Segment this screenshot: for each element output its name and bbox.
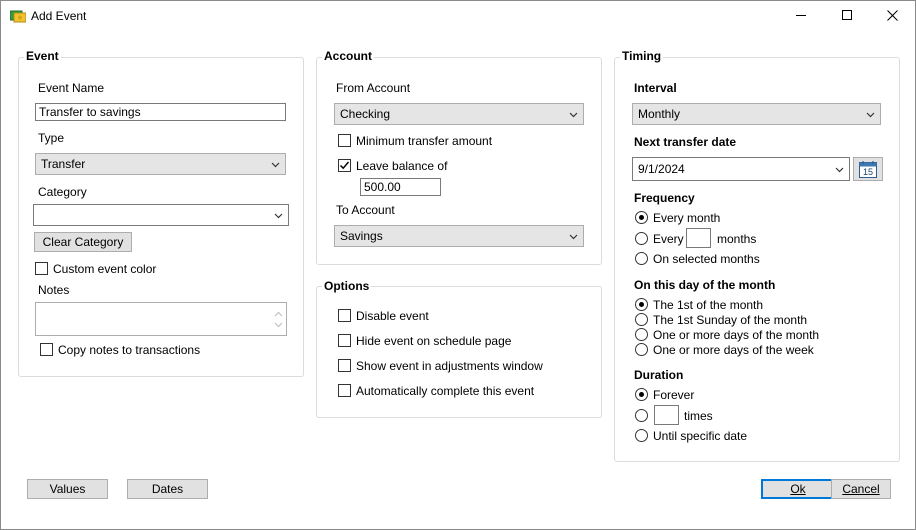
chevron-down-icon — [866, 107, 875, 121]
frequency-every-month-radio[interactable] — [635, 211, 648, 224]
next-date-picker[interactable] — [632, 157, 850, 181]
frequency-selected-label: On selected months — [653, 252, 760, 266]
day-days-of-month-radio[interactable] — [635, 328, 648, 341]
values-button-label: Values — [49, 482, 86, 496]
maximize-icon — [842, 10, 853, 24]
day-first-sunday-label: The 1st Sunday of the month — [653, 313, 808, 327]
notes-textarea[interactable] — [35, 302, 287, 336]
duration-forever-radio[interactable] — [635, 388, 648, 401]
options-group — [316, 286, 602, 418]
category-dropdown[interactable] — [33, 204, 289, 226]
from-account-label: From Account — [336, 81, 411, 95]
chevron-down-icon — [569, 107, 578, 121]
interval-dropdown[interactable] — [632, 103, 881, 125]
min-transfer-checkbox[interactable] — [338, 134, 351, 147]
to-account-label: To Account — [336, 203, 395, 217]
calendar-icon — [859, 161, 877, 178]
close-button[interactable] — [869, 1, 915, 32]
chevron-down-icon — [569, 229, 578, 243]
disable-event-checkbox[interactable] — [338, 309, 351, 322]
interval-label: Interval — [634, 81, 677, 95]
copy-notes-checkbox[interactable] — [40, 343, 53, 356]
calendar-button[interactable] — [853, 157, 883, 181]
duration-until-radio[interactable] — [635, 429, 648, 442]
disable-event-label: Disable event — [356, 309, 429, 323]
frequency-every-month-label: Every month — [653, 211, 721, 225]
chevron-down-icon — [271, 157, 280, 171]
leave-balance-checkbox[interactable] — [338, 159, 351, 172]
title-bar — [1, 1, 915, 32]
to-account-dropdown[interactable] — [334, 225, 584, 247]
interval-value: Monthly — [638, 107, 681, 121]
values-button[interactable] — [27, 479, 108, 499]
account-group-title: Account — [324, 49, 372, 63]
from-account-dropdown[interactable] — [334, 103, 584, 125]
day-first-sunday-radio[interactable] — [635, 313, 648, 326]
leave-balance-input[interactable]: 500.00 — [360, 178, 441, 196]
dates-button[interactable] — [127, 479, 208, 499]
hide-event-label: Hide event on schedule page — [356, 334, 512, 348]
next-date-value: 9/1/2024 — [638, 162, 685, 176]
window-title: Add Event — [31, 9, 87, 23]
day-days-of-month-label: One or more days of the month — [653, 328, 820, 342]
minimize-button[interactable] — [778, 1, 824, 32]
duration-times-input[interactable] — [654, 405, 679, 425]
custom-color-checkbox[interactable] — [35, 262, 48, 275]
event-group-title: Event — [26, 49, 59, 63]
ok-button[interactable] — [761, 479, 835, 499]
cancel-button-label: Cancel — [842, 482, 880, 496]
event-name-label: Event Name — [38, 81, 105, 95]
category-label: Category — [38, 185, 87, 199]
clear-category-label: Clear Category — [42, 235, 124, 249]
chevron-down-icon — [274, 208, 283, 222]
custom-color-label: Custom event color — [53, 262, 157, 276]
day-days-of-week-label: One or more days of the week — [653, 343, 814, 357]
chevron-down-icon — [835, 162, 844, 176]
frequency-months-label: months — [717, 232, 757, 246]
type-dropdown[interactable] — [35, 153, 286, 175]
duration-until-label: Until specific date — [653, 429, 748, 443]
clear-category-button[interactable] — [34, 232, 132, 252]
money-icon — [10, 9, 26, 23]
frequency-months-input[interactable] — [686, 228, 711, 248]
copy-notes-label: Copy notes to transactions — [58, 343, 201, 357]
calendar-day: 15 — [862, 166, 873, 177]
duration-label: Duration — [634, 368, 684, 382]
auto-complete-checkbox[interactable] — [338, 384, 351, 397]
maximize-button[interactable] — [824, 1, 870, 32]
duration-times-radio[interactable] — [635, 409, 648, 422]
next-date-label: Next transfer date — [634, 135, 737, 149]
frequency-every-label: Every — [653, 232, 684, 246]
timing-group-title: Timing — [622, 49, 662, 63]
notes-label: Notes — [38, 283, 70, 297]
minimize-icon — [796, 10, 807, 24]
ok-button-label: Ok — [790, 482, 806, 496]
auto-complete-label: Automatically complete this event — [356, 384, 535, 398]
type-value: Transfer — [41, 157, 86, 171]
from-account-value: Checking — [340, 107, 391, 121]
show-adjustments-checkbox[interactable] — [338, 359, 351, 372]
type-label: Type — [38, 131, 65, 145]
hide-event-checkbox[interactable] — [338, 334, 351, 347]
leave-balance-label: Leave balance of — [356, 159, 448, 173]
options-group-title: Options — [324, 279, 370, 293]
dates-button-label: Dates — [151, 482, 184, 496]
day-days-of-week-radio[interactable] — [635, 343, 648, 356]
cancel-button[interactable] — [831, 479, 891, 499]
scroll-down-icon — [274, 317, 283, 331]
duration-forever-label: Forever — [653, 388, 695, 402]
min-transfer-label: Minimum transfer amount — [356, 134, 493, 148]
frequency-selected-radio[interactable] — [635, 252, 648, 265]
frequency-label: Frequency — [634, 191, 695, 205]
event-name-input[interactable]: Transfer to savings — [35, 103, 286, 121]
show-adjustments-label: Show event in adjustments window — [356, 359, 543, 373]
frequency-every-radio[interactable] — [635, 232, 648, 245]
duration-times-label: times — [684, 409, 713, 423]
day-first-label: The 1st of the month — [653, 298, 764, 312]
day-of-month-label: On this day of the month — [634, 278, 776, 292]
close-icon — [887, 10, 898, 24]
day-first-radio[interactable] — [635, 298, 648, 311]
to-account-value: Savings — [340, 229, 383, 243]
